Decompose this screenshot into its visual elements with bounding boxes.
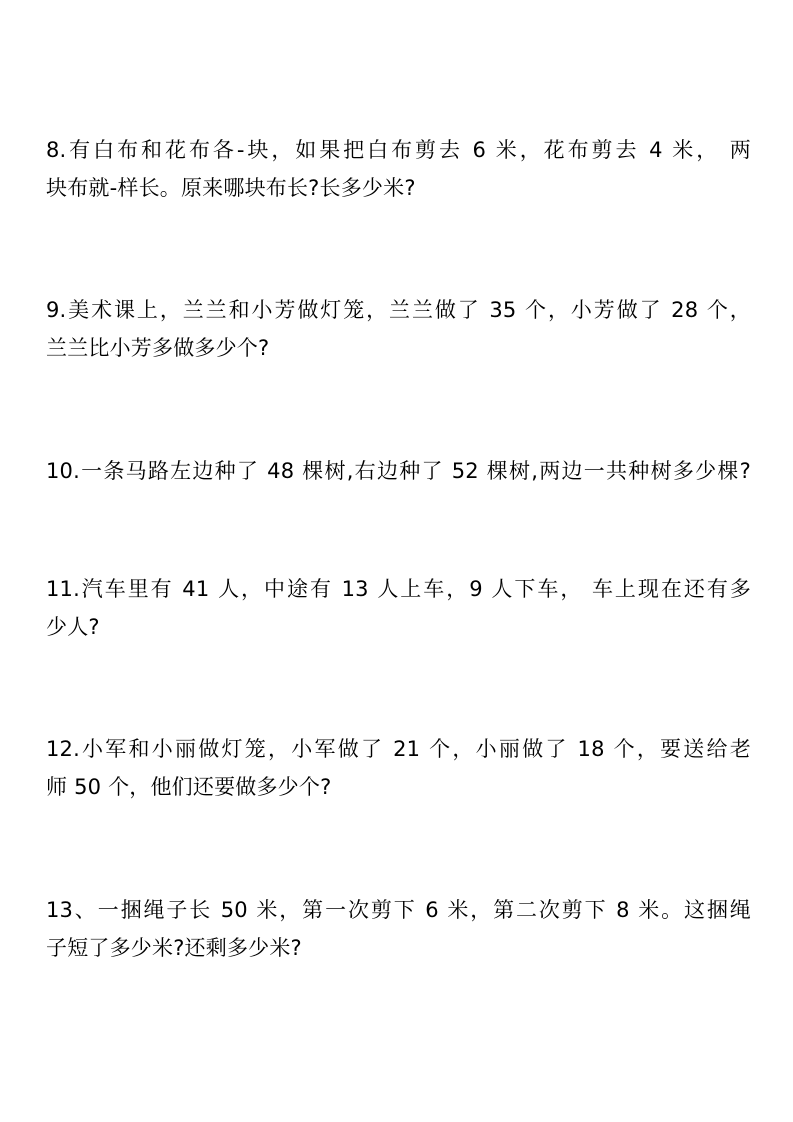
problem-9-line-2: 兰兰比小芳多做多少个? [46, 336, 270, 360]
problem-9 [46, 291, 751, 367]
problem-11 [46, 570, 751, 646]
problem-12 [46, 730, 751, 806]
problem-12-line-2: 师 50 个，他们还要做多少个? [46, 775, 332, 799]
problem-11-line-1: 11.汽车里有 41 人，中途有 13 人上车，9 人下车， 车上现在还有多 [46, 577, 751, 601]
problem-13 [46, 891, 751, 967]
problem-10 [46, 452, 751, 490]
problem-9-line-1: 9.美术课上，兰兰和小芳做灯笼，兰兰做了 35 个，小芳做了 28 个， [46, 298, 751, 322]
problem-10-line-1: 10.一条马路左边种了 48 棵树,右边种了 52 棵树,两边一共种树多少棵? [46, 459, 751, 483]
problem-8-line-2: 块布就-样长。原来哪块布长?长多少米? [46, 176, 416, 200]
problem-11-line-2: 少人? [46, 615, 100, 639]
problem-8 [46, 131, 751, 207]
problem-13-line-2: 子短了多少米?还剩多少米? [46, 936, 302, 960]
problem-12-line-1: 12.小军和小丽做灯笼，小军做了 21 个，小丽做了 18 个，要送给老 [46, 737, 751, 761]
problem-8-line-1: 8.有白布和花布各-块，如果把白布剪去 6 米，花布剪去 4 米， 两 [46, 138, 751, 162]
problem-13-line-1: 13、一捆绳子长 50 米，第一次剪下 6 米，第二次剪下 8 米。这捆绳 [46, 898, 751, 922]
